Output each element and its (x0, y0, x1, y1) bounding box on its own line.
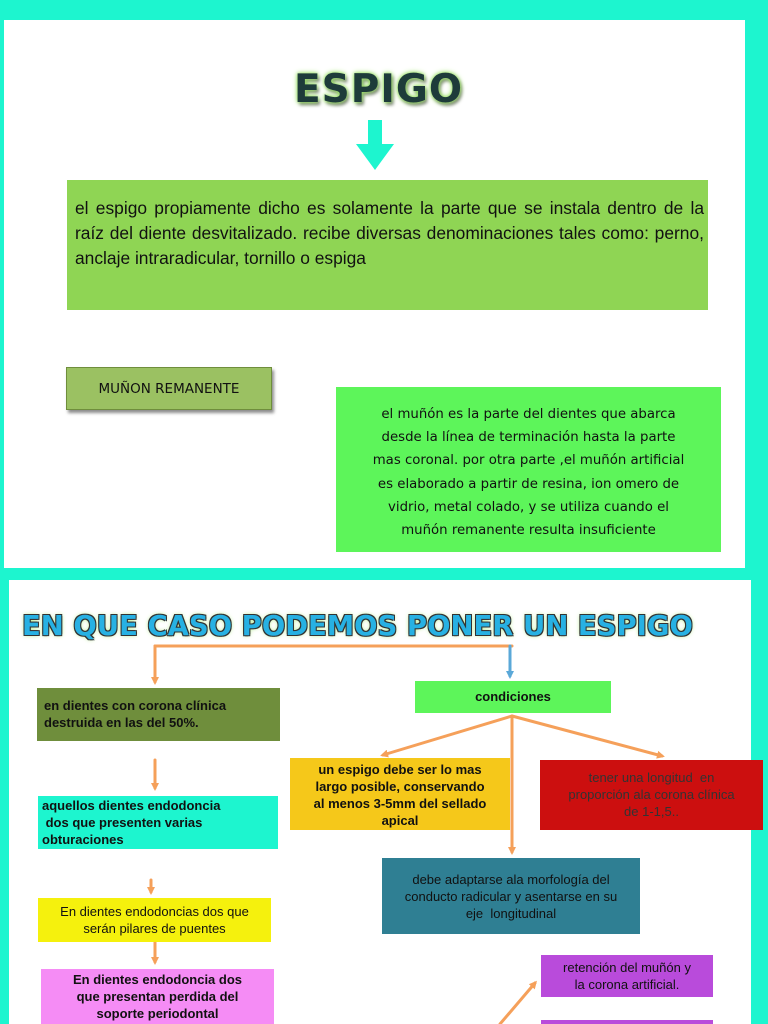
text-line: un espigo debe ser lo mas (318, 762, 482, 777)
text-line: dos que presenten varias (42, 815, 203, 830)
box-partial-cut (541, 1020, 713, 1024)
box-adaptarse-morfologia (382, 858, 640, 934)
text-line: largo posible, conservando (315, 779, 485, 794)
text-line: destruida en las del 50%. (44, 715, 199, 730)
text-line: soporte periodontal (96, 1006, 219, 1021)
box-retencion-munon (541, 955, 713, 997)
box-dientes-endodoncia (38, 796, 278, 849)
text-line: la corona artificial. (574, 977, 680, 992)
box-condiciones: condiciones (415, 681, 611, 713)
text-line: de 1-1,5.. (624, 804, 679, 819)
text-line: serán pilares de puentes (83, 921, 226, 936)
text-line: retención del muñón y (563, 960, 691, 975)
text-line: debe adaptarse ala morfología del (412, 872, 610, 887)
title-espigo: ESPIGO (294, 67, 463, 112)
box-perdida-soporte (41, 969, 274, 1024)
text-line: el muñón es la parte del dientes que abarca (381, 407, 676, 422)
text-line: aquellos dientes endodoncia (42, 798, 221, 813)
text-line: vidrio, metal colado, y se utiliza cuando el (388, 499, 669, 515)
text-line: obturaciones (42, 832, 124, 847)
definition-box: el espigo propiamente dicho es solamente la parte que se instala dentro de la raíz del diente desvitalizado. recibe diversas denominaciones tales como: perno, anclaje intraradicular, tornillo o espiga (67, 180, 708, 310)
text-line: en dientes con corona clínica (44, 698, 227, 713)
text-line: desde la línea de terminación hasta la parte (381, 430, 676, 446)
connector-to-retencion (500, 983, 535, 1024)
text-line: que presentan perdida del (76, 989, 239, 1004)
box-espigo-largo (290, 758, 510, 830)
text-line: En dientes endodoncias dos que (60, 904, 249, 919)
text-line: es elaborado a partir de resina, ion omero de (377, 476, 680, 492)
text-line: mas coronal. por otra parte ,el muñón artificial (372, 453, 685, 469)
text-line: eje longitudinal (465, 906, 557, 921)
text-line: al menos 3-5mm del sellado (313, 796, 487, 811)
box-corona-destruida (37, 688, 280, 741)
text-line: apical (381, 813, 419, 828)
connector-to-largo (383, 716, 512, 755)
title-en-que-caso: EN QUE CASO PODEMOS PONER UN ESPIGO (22, 610, 693, 642)
text-line: conducto radicular y asentarse en su (404, 889, 618, 904)
text-line: tener una longitud en (588, 770, 715, 785)
connector-to-longitud (512, 716, 662, 756)
text-line: En dientes endodoncia dos (72, 972, 243, 987)
text-line: muñón remanente resulta insuficiente (401, 523, 656, 539)
box-pilares-puentes (38, 898, 271, 942)
munon-remanente-label: MUÑON REMANENTE (66, 367, 272, 410)
box-longitud-proporcion (540, 760, 763, 830)
text-line: proporción ala corona clínica (568, 787, 735, 802)
